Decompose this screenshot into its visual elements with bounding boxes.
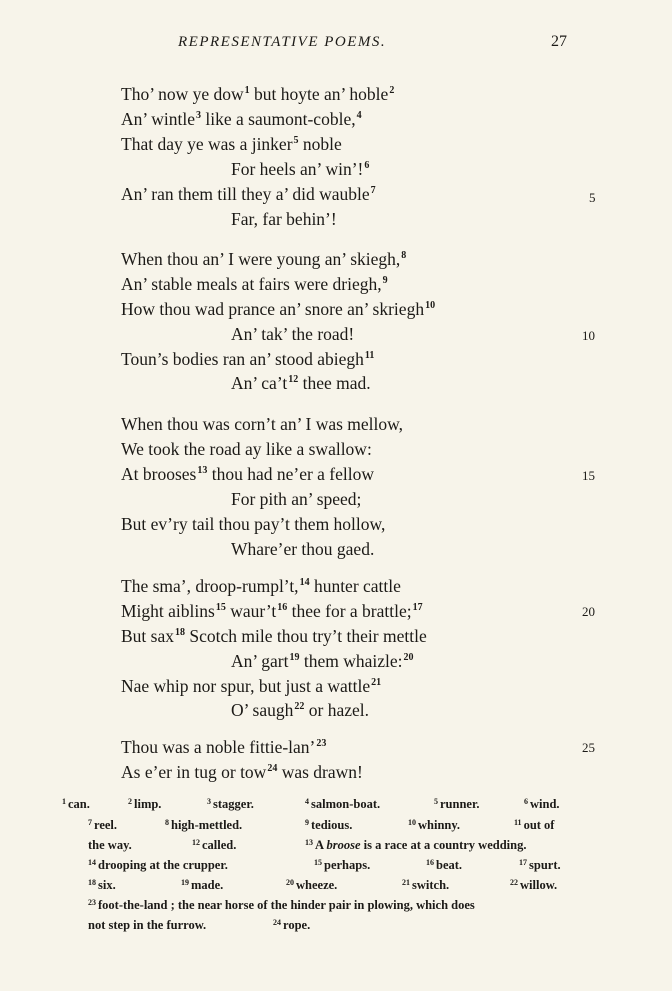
poem-line: But sax$^{18}$ Scotch mile thou try’t their mettle: [121, 626, 427, 646]
poem-line: How thou wad prance an’ snore an’ skriegh$^{10}$: [121, 299, 436, 319]
footnote: $^{17}$ spurt.: [519, 858, 561, 872]
footnote: $^{19}$ made.: [181, 878, 224, 892]
footnote: $^{16}$ beat.: [426, 858, 463, 872]
line-number: 10: [582, 328, 595, 343]
footnote: $^{22}$ willow.: [510, 878, 558, 892]
poem-line: For heels an’ win’!$^6$: [231, 159, 370, 179]
poem-line: An’ ran them till they a’ did wauble$^7$: [121, 184, 376, 204]
line-number: 25: [582, 740, 595, 755]
poem-line: We took the road ay like a swallow:: [121, 439, 372, 459]
footnote: $^{10}$ whinny.: [408, 818, 461, 832]
footnote: $^{14}$ drooping at the crupper.: [88, 858, 228, 872]
poem-line: O’ saugh$^{22}$ or hazel.: [231, 700, 369, 720]
footnote: $^{21}$ switch.: [402, 878, 450, 892]
footnote: $^{12}$ called.: [192, 838, 237, 852]
poem-line: An’ tak’ the road!: [231, 324, 355, 344]
footnote: $^6$ wind.: [524, 797, 560, 811]
poem-line: When thou an’ I were young an’ skiegh,$^8$: [121, 249, 407, 269]
footnote: $^{24}$ rope.: [273, 918, 311, 932]
poem-line: The sma’, droop-rumpl’t,$^{14}$ hunter cattle: [121, 576, 401, 596]
page-number: 27: [551, 33, 567, 50]
poem-line: But ev’ry tail thou pay’t them hollow,: [121, 514, 386, 534]
footnote: $^5$ runner.: [434, 797, 480, 811]
poem-line: At brooses$^{13}$ thou had ne’er a fellow: [121, 464, 375, 484]
poem-line: That day ye was a jinker$^5$ noble: [121, 134, 342, 154]
running-title: REPRESENTATIVE POEMS.: [178, 34, 387, 50]
footnote: $^{15}$ perhaps.: [314, 858, 371, 872]
poem-line: When thou was corn’t an’ I was mellow,: [121, 414, 404, 434]
line-number: 20: [582, 604, 595, 619]
footnote: $^{11}$ out of: [514, 818, 555, 832]
poem-line: An’ wintle$^3$ like a saumont-coble,$^4$: [121, 109, 362, 129]
footnote: $^{18}$ six.: [88, 878, 116, 892]
poem-line: Whare’er thou gaed.: [231, 539, 375, 559]
poem-line: Thou was a noble fittie-lan’$^{23}$: [121, 737, 327, 757]
footnote: $^7$ reel.: [88, 818, 118, 832]
poem-line: Far, far behin’!: [231, 209, 337, 229]
line-number: 5: [589, 190, 596, 205]
poem-line: Might aiblins$^{15}$ $waur’t^{16}$ thee for a brattle;$^{17}$: [121, 601, 423, 621]
footnote: the way.: [88, 838, 132, 852]
footnote: $^{13}$ A broose is a race at a country wedding.: [305, 838, 527, 852]
footnote: $^2$ limp.: [128, 797, 162, 811]
footnote: $^{23}$ foot-the-land ; the near horse of the hinder pair in plowing, which does: [88, 898, 475, 912]
footnote: $^4$ salmon-boat.: [305, 797, 381, 811]
line-number: 15: [582, 468, 595, 483]
poem-line: An’ gart$^{19}$ them whaizle:$^{20}$: [231, 651, 414, 671]
footnote: not step in the furrow.: [88, 918, 207, 932]
poem-line: For pith an’ speed;: [231, 489, 362, 509]
poem-line: Tho’ now ye dow$^1$ but hoyte an’ hoble$^2$: [121, 84, 395, 104]
poem-line: An’ $ca’t^{12}$ thee mad.: [231, 373, 371, 393]
poem-line: An’ stable meals at fairs were driegh,$^9$: [121, 274, 388, 294]
footnote: $^1$ can.: [62, 797, 90, 811]
footnote: $^{20}$ wheeze.: [286, 878, 338, 892]
footnote: $^9$ tedious.: [305, 818, 353, 832]
footnote: $^3$ stagger.: [207, 797, 254, 811]
footnote: $^8$ high-mettled.: [165, 818, 243, 832]
poem-line: Nae whip nor spur, but just a wattle$^{21}$: [121, 676, 382, 696]
poem-line: As e’er in tug or tow$^{24}$ was drawn!: [121, 762, 363, 782]
page-header: [0, 34, 672, 58]
poem-line: Toun’s bodies ran an’ stood abiegh$^{11}$: [121, 349, 375, 369]
